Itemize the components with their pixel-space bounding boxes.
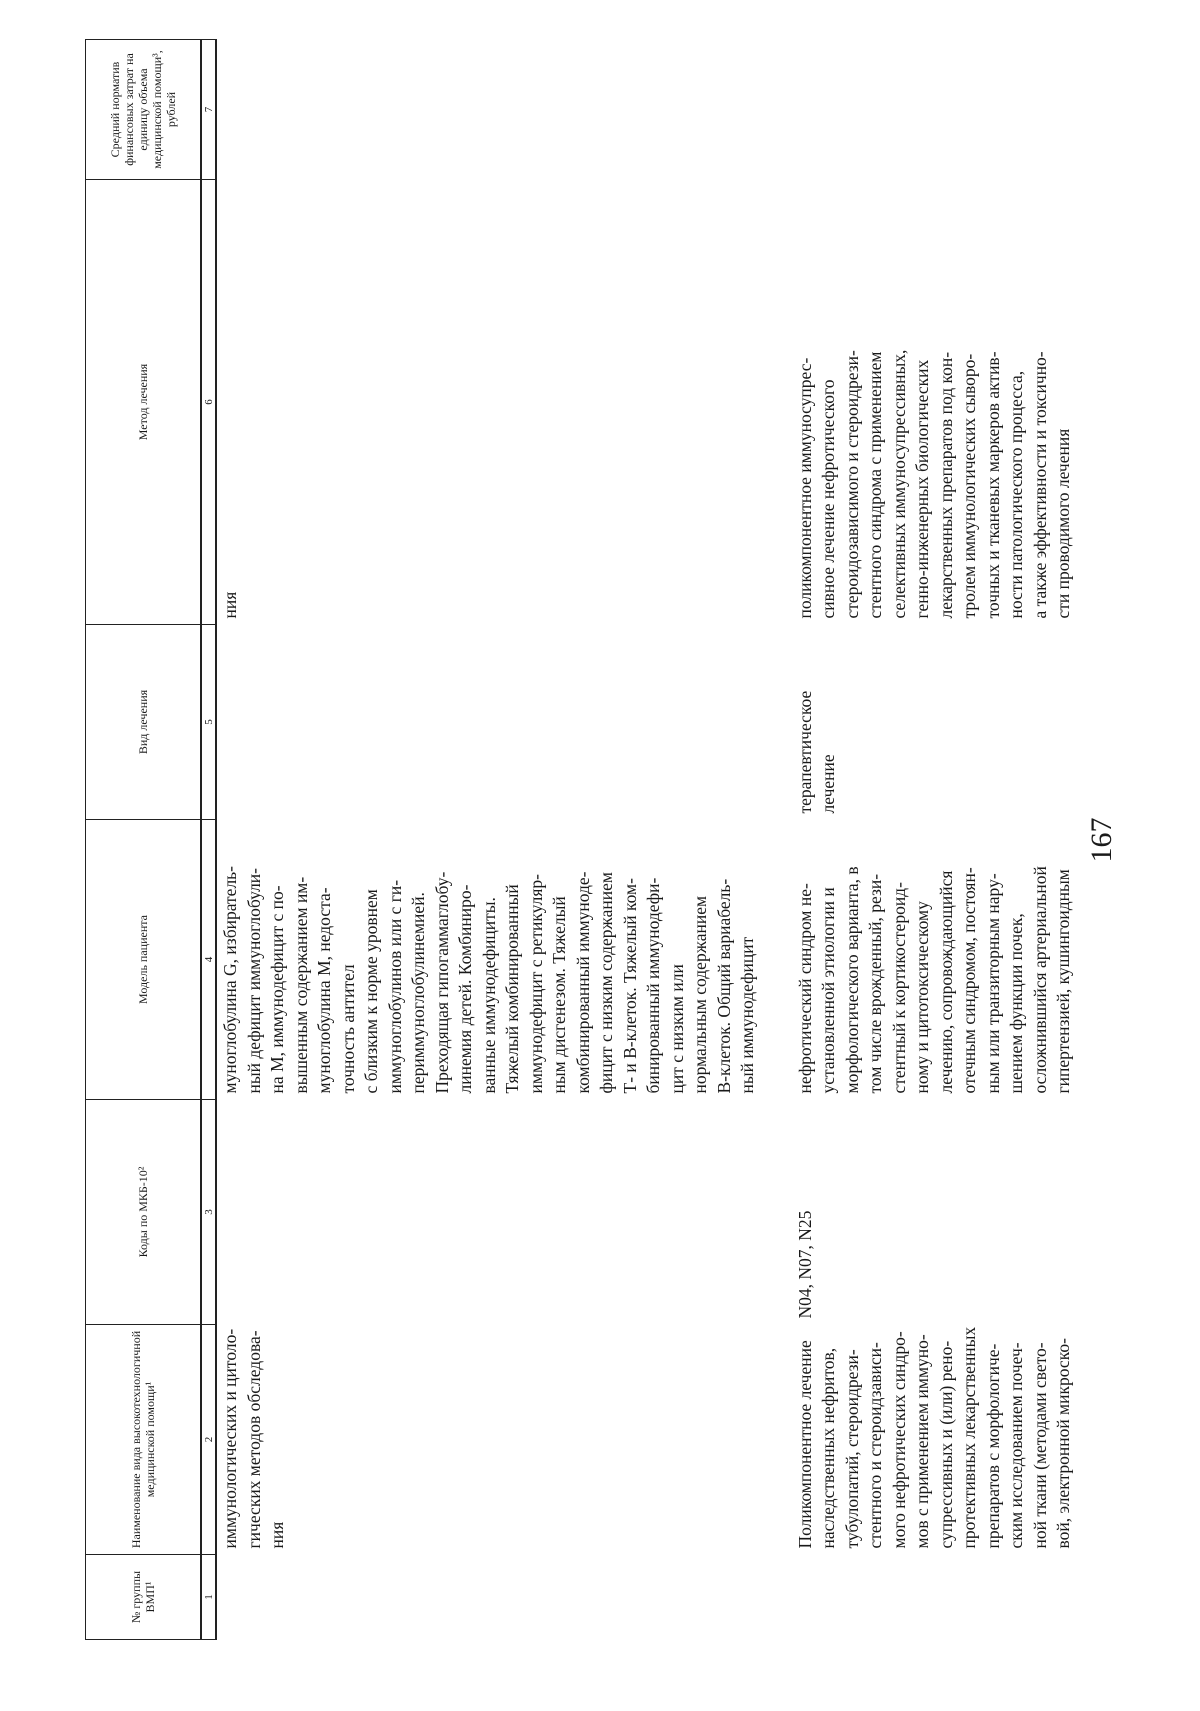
text-line: бинированный иммунодефи- bbox=[643, 877, 663, 1094]
text-line: периммуноглобулинемией. bbox=[408, 892, 428, 1094]
cell-treatment-type bbox=[216, 625, 760, 820]
header-patient-model: Модель пациента bbox=[86, 820, 202, 1100]
text-line: с близким к норме уровнем bbox=[361, 889, 381, 1094]
text-line: стентный к кортикостероид- bbox=[888, 882, 909, 1094]
text-line: точность антител bbox=[337, 964, 358, 1094]
header-group-number: № группы ВМП¹ bbox=[86, 1555, 202, 1640]
text-line: стероидозависимого и стероидрези- bbox=[841, 350, 862, 619]
vmp-table bbox=[85, 39, 1076, 1640]
text-line: Поликомпонентное лечение bbox=[794, 1340, 815, 1549]
text-line: сти проводимого лечения bbox=[1053, 428, 1073, 619]
text-line: нормальным содержанием bbox=[690, 895, 710, 1094]
text-line: селективных иммуносупрессивных, bbox=[888, 349, 909, 619]
table-row bbox=[792, 40, 1076, 1640]
text-line: морфологического варианта, в bbox=[841, 866, 862, 1094]
text-line: муноглобулина М, недоста- bbox=[314, 887, 334, 1094]
text-line: а также эффективности и токсично- bbox=[1029, 351, 1050, 619]
column-number: 5 bbox=[201, 625, 216, 820]
text-line: установленной этиологии и bbox=[818, 887, 838, 1094]
text-line: том числе врожденный, рези- bbox=[865, 873, 885, 1094]
text-line: генно-инженерных биологических bbox=[912, 359, 932, 619]
text-line: ским исследованием почеч- bbox=[1006, 1342, 1026, 1549]
text-line: супрессивных и (или) рено- bbox=[935, 1340, 956, 1549]
column-number: 7 bbox=[201, 40, 216, 180]
text-line: лечению, сопровождающийся bbox=[935, 870, 956, 1094]
text-line: гических методов обследова- bbox=[243, 1330, 264, 1549]
column-number-row bbox=[201, 40, 216, 1640]
cell-vmp-name bbox=[792, 1325, 1076, 1555]
text-line: комбинированный иммуноде- bbox=[572, 871, 593, 1094]
header-icd-codes: Коды по МКБ-10² bbox=[86, 1100, 202, 1325]
text-line: муноглобулина G, избиратель- bbox=[220, 866, 240, 1094]
text-line: ным дисгенезом. Тяжелый bbox=[549, 896, 569, 1094]
text-line: мов с применением иммуно- bbox=[912, 1334, 932, 1549]
text-line: на М, иммунодефицит с по- bbox=[267, 885, 287, 1094]
header-vmp-name: Наименование вида высокотехнологичной медицинской помощи¹ bbox=[86, 1325, 202, 1555]
text-line: протективных лекарственных bbox=[959, 1326, 979, 1549]
column-number: 4 bbox=[201, 820, 216, 1100]
text-line: препаратов с морфологиче- bbox=[982, 1343, 1003, 1549]
text-line: ния bbox=[220, 591, 240, 619]
text-line: ния bbox=[267, 1521, 287, 1549]
row-spacer bbox=[760, 40, 792, 1640]
cell-treatment-method bbox=[792, 180, 1076, 625]
text-line: ванные иммунодефициты. bbox=[478, 897, 499, 1094]
cell-icd-codes bbox=[216, 1100, 760, 1325]
cell-icd-codes bbox=[792, 1100, 1076, 1325]
cell-treatment-method bbox=[216, 180, 760, 625]
text-line: ной ткани (методами свето- bbox=[1029, 1342, 1050, 1549]
text-line: точных и тканевых маркеров актив- bbox=[982, 351, 1003, 619]
text-line: наследственных нефритов, bbox=[818, 1347, 838, 1549]
text-line: иммуноглобулинов или с ги- bbox=[384, 879, 405, 1094]
cell-cost-standard bbox=[792, 40, 1076, 180]
text-line: Т- и В-клеток. Тяжелый ком- bbox=[619, 878, 640, 1094]
cell-patient-model bbox=[792, 820, 1076, 1100]
text-line: тубулопатий, стероидрези- bbox=[841, 1349, 862, 1549]
text-line: фицит с низким содержанием bbox=[596, 872, 616, 1094]
text-line: стентного и стероидзависи- bbox=[865, 1342, 885, 1549]
text-line: отечным синдромом, постоян- bbox=[959, 867, 979, 1094]
text-line: сивное лечение нефротического bbox=[818, 379, 838, 619]
text-line: иммунодефицит с ретикуляр- bbox=[525, 874, 546, 1094]
text-line: ности патологического процесса, bbox=[1006, 370, 1026, 619]
cell-cost-standard bbox=[216, 40, 760, 180]
column-number: 2 bbox=[201, 1325, 216, 1555]
icd-codes-text: N04, N07, N25 bbox=[794, 1210, 815, 1319]
text-line: ным или транзиторным нару- bbox=[982, 873, 1003, 1094]
text-line: терапевтическое bbox=[794, 690, 815, 814]
text-line: вышенным содержанием им- bbox=[290, 876, 311, 1094]
text-line: нефротический синдром не- bbox=[794, 883, 815, 1094]
cell-patient-model bbox=[216, 820, 760, 1100]
header-treatment-type: Вид лечения bbox=[86, 625, 202, 820]
header-cost-standard: Средний норматив финансовых затрат на единицу объема медицинской помощи³, рублей bbox=[86, 40, 202, 180]
column-number: 6 bbox=[201, 180, 216, 625]
text-line: линемия детей. Комбиниро- bbox=[455, 884, 475, 1094]
text-line: тролем иммунологических сыворо- bbox=[959, 353, 979, 619]
text-line: поликомпонентное иммуносупрес- bbox=[794, 357, 815, 619]
text-line: мого нефротических синдро- bbox=[888, 1331, 909, 1549]
column-number: 3 bbox=[201, 1100, 216, 1325]
text-line: Преходящая гипогаммаглобу- bbox=[431, 871, 452, 1094]
cell-group-number bbox=[792, 1555, 1076, 1640]
text-line: лекарственных препаратов под кон- bbox=[935, 351, 956, 619]
text-line: ному и цитотоксическому bbox=[912, 901, 932, 1094]
text-line: стентного синдрома с применением bbox=[865, 351, 885, 619]
column-number: 1 bbox=[201, 1555, 216, 1640]
text-line: Тяжелый комбинированный bbox=[502, 884, 522, 1094]
cell-group-number bbox=[216, 1555, 760, 1640]
table-row bbox=[216, 40, 760, 1640]
header-row bbox=[86, 40, 202, 1640]
header-treatment-method: Метод лечения bbox=[86, 180, 202, 625]
text-line: ный дефицит иммуноглобули- bbox=[243, 867, 264, 1094]
cell-treatment-type bbox=[792, 625, 1076, 820]
text-line: ный иммунодефицит bbox=[737, 936, 757, 1094]
text-line: иммунологических и цитоло- bbox=[220, 1328, 240, 1549]
text-line: осложнившийся артериальной bbox=[1029, 866, 1050, 1094]
rotated-document-page bbox=[85, 40, 1185, 1640]
cell-vmp-name bbox=[216, 1325, 760, 1555]
text-line: лечение bbox=[818, 754, 838, 814]
page-number: 167 bbox=[1085, 817, 1118, 863]
text-line: гипертензией, кушингоидным bbox=[1053, 869, 1073, 1094]
text-line: В-клеток. Общий вариабель- bbox=[713, 878, 734, 1094]
text-line: вой, электронной микроско- bbox=[1053, 1338, 1073, 1549]
text-line: шением функции почек, bbox=[1006, 913, 1026, 1094]
text-line: цит с низким или bbox=[666, 964, 687, 1094]
